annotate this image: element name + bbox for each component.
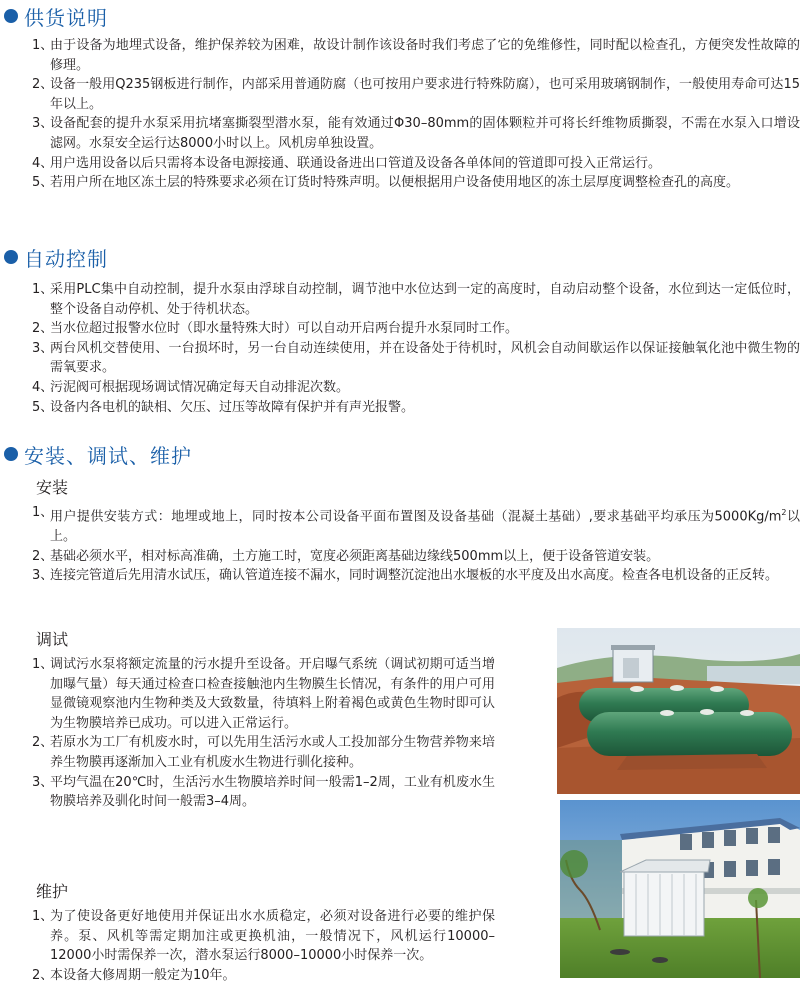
- tank-illustration-icon: [557, 628, 800, 794]
- list-item: 1、 用户提供安装方式：地埋或地上，同时按本公司设备平面布置图及设备基础（混凝土基础）,要求基础平均承压为$5000Kg/m^2$以上。: [32, 505, 800, 544]
- list-item: 1、 为了使设备更好地使用并保证出水水质稳定，必须对设备进行必要的维护保养。泵、风机等需定期加注或更换机油，一般情况下，风机运行10000–12000小时需保养一次，潜水泵运行8000–10000小时保养一次。: [32, 909, 495, 964]
- section-title-auto-control: 自动控制: [4, 243, 108, 271]
- list-item: 2、 当水位超过报警水位时（即水量特殊大时）可以自动开启两台提升水泵同时工作。: [32, 321, 519, 337]
- list-item: 3、 连接完管道后先用清水试压，确认管道连接不漏水，同时调整沉淀池出水堰板的水平度及出水高度。检查各电机设备的正反转。: [32, 568, 779, 584]
- building-illustration-icon: [560, 800, 800, 978]
- list-item: 5、 若用户所在地区冻土层的特殊要求必须在订货时特殊声明。以便根据用户设备使用地区的冻土层厚度调整检查孔的高度。: [32, 175, 740, 191]
- list-item: 1、 由于设备为地埋式设备，维护保养较为困难，故设计制作该设备时我们考虑了它的免维修性，同时配以检查孔，方便突发性故障的修理。: [32, 38, 800, 73]
- list-item: 3、 平均气温在20℃时，生活污水生物膜培养时间一般需1–2周，工业有机废水生物膜培养及驯化时间一般需3–4周。: [32, 774, 495, 810]
- bullet-dot-icon: [4, 447, 18, 461]
- debug-list: [30, 655, 495, 812]
- list-item: 2、 设备一般用Q235钢板进行制作，内部采用普通防腐（也可按用户要求进行特殊防腐），也可采用玻璃钢制作，一般使用寿命可达15年以上。: [32, 77, 800, 112]
- section-title-supply: 供货说明: [4, 2, 108, 30]
- list-item: 2、 基础必须水平，相对标高准确，土方施工时，宽度必须距离基础边缘线500mm以上，便于设备管道安装。: [32, 548, 660, 564]
- auto-control-list: [30, 280, 800, 417]
- subhead-install: 安装: [36, 478, 69, 497]
- subhead-debug: 调试: [36, 630, 69, 649]
- install-list: [30, 503, 800, 586]
- list-item: 4、 用户选用设备以后只需将本设备电源接通、联通设备进出口管道及设备各单体间的管道即可投入正常运行。: [32, 155, 662, 171]
- list-item: 3、 两台风机交替使用、一台损坏时，另一台自动连续使用，并在设备处于待机时，风机会自动间歇运作以保证接触氧化池中微生物的需氧要求。: [32, 340, 800, 376]
- bullet-dot-icon: [4, 250, 18, 264]
- supply-list: [30, 36, 800, 193]
- list-item: 3、 设备配套的提升水泵采用抗堵塞撕裂型潜水泵，能有效通过Φ30–80mm的固体颗粒并可将长纤维物质撕裂，不需在水泵入口增设滤网。水泵安全运行达8000小时以上。风机房单独设置。: [32, 116, 800, 151]
- list-item: 2、 本设备大修周期一般定为10年。: [32, 967, 236, 983]
- list-item: 5、 设备内各电机的缺相、欠压、过压等故障有保护并有声光报警。: [32, 399, 415, 415]
- list-item: 2、 若原水为工厂有机废水时，可以先用生活污水或人工投加部分生物营养物来培养生物膜再逐渐加入工业有机废水生物进行驯化接种。: [32, 735, 495, 770]
- list-item: 1、 调试污水泵将额定流量的污水提升至设备。开启曝气系统（调试初期可适当增加曝气量）每天通过检查口检查接触池内生物膜生长情况，有条件的用户可用显微镜观察池内生物种类及大致数量，待填料上附着褐色或黄色生物时即可认为生物膜培养已成功。可以进入正常运行。: [32, 657, 495, 731]
- maintenance-list: [30, 907, 495, 985]
- photo-building: [560, 800, 800, 978]
- photo-tanks: [557, 628, 800, 794]
- bullet-dot-icon: [4, 9, 18, 23]
- list-item: 4、 污泥阀可根据现场调试情况确定每天自动排泥次数。: [32, 379, 350, 395]
- subhead-maintenance: 维护: [36, 882, 69, 901]
- section-title-install: 安装、调试、维护: [4, 440, 192, 468]
- list-item: 1、 采用PLC集中自动控制，提升水泵由浮球自动控制，调节池中水位达到一定的高度时，自动启动整个设备，水位到达一定低位时，整个设备自动停机、处于待机状态。: [32, 282, 800, 317]
